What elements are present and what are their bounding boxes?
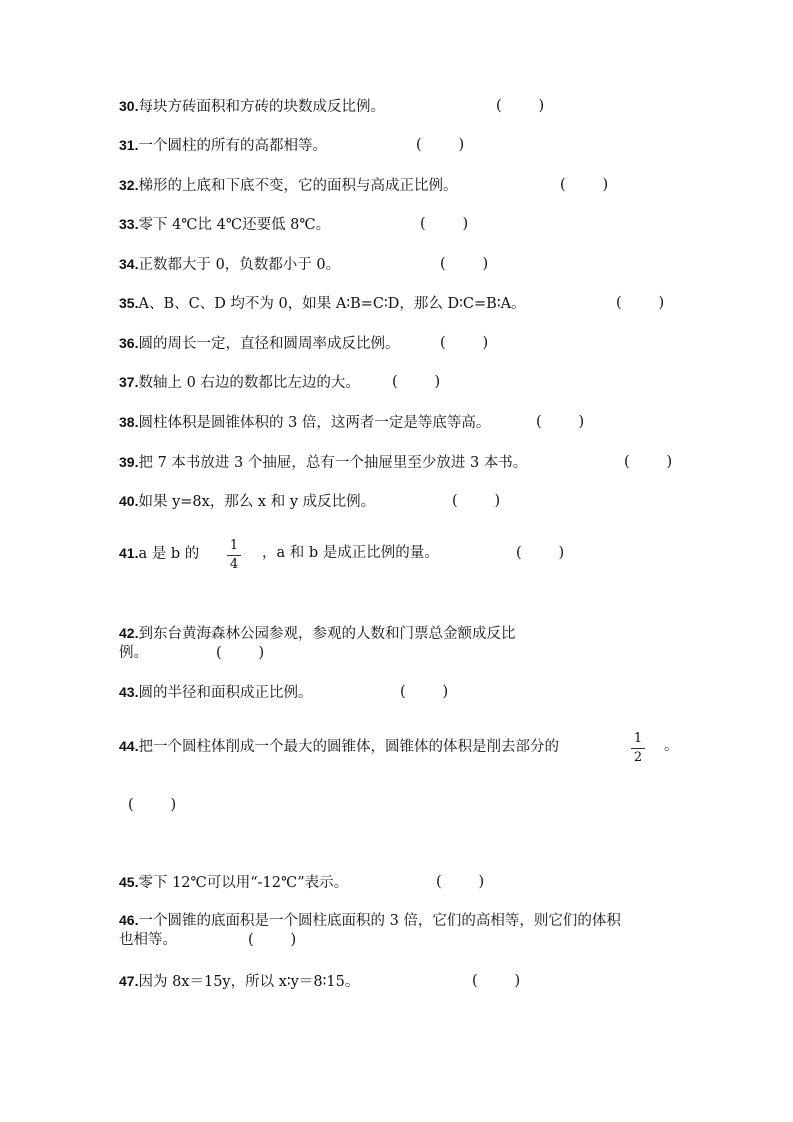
question-number: 45. — [119, 874, 139, 890]
question-34 — [119, 254, 340, 275]
question-text: 圆的周长一定，直径和圆周率成反比例。 — [138, 336, 400, 352]
fraction-numerator: 1 — [633, 731, 643, 746]
answer-blank-36[interactable]: ( ) — [440, 335, 489, 351]
question-46 — [119, 910, 621, 931]
question-text: 如果 y=8x，那么 x 和 y 成反比例。 — [138, 494, 376, 510]
question-42 — [119, 623, 515, 644]
question-number: 42. — [119, 625, 139, 641]
question-43 — [119, 682, 312, 703]
question-36 — [119, 333, 399, 354]
answer-blank-33[interactable]: ( ) — [420, 216, 469, 232]
question-30 — [119, 96, 385, 117]
answer-blank-45[interactable]: ( ) — [436, 874, 485, 890]
question-number: 33. — [119, 216, 139, 232]
question-number: 38. — [119, 414, 139, 430]
question-number: 43. — [119, 684, 139, 700]
answer-blank-39[interactable]: ( ) — [624, 454, 673, 470]
question-number: 34. — [119, 256, 139, 272]
answer-blank-47[interactable]: ( ) — [472, 973, 521, 989]
question-33 — [119, 214, 330, 235]
question-text: 一个圆柱的所有的高都相等。 — [138, 138, 327, 154]
question-41 — [119, 543, 199, 564]
question-text: 数轴上 0 右边的数都比左边的大。 — [138, 375, 360, 391]
question-text: 到东台黄海森林公园参观，参观的人数和门票总金额成反比 — [138, 626, 516, 642]
question-45 — [119, 872, 348, 893]
answer-blank-35[interactable]: ( ) — [616, 295, 665, 311]
question-number: 44. — [119, 738, 139, 754]
question-number: 35. — [119, 295, 139, 311]
answer-blank-46[interactable]: ( ) — [248, 932, 297, 948]
question-text: 梯形的上底和下底不变，它的面积与高成正比例。 — [138, 178, 458, 194]
answer-blank-38[interactable]: ( ) — [536, 414, 585, 430]
answer-blank-43[interactable]: ( ) — [400, 684, 449, 700]
fraction-denominator: 2 — [633, 750, 643, 765]
answer-blank-32[interactable]: ( ) — [560, 177, 609, 193]
question-text: 把一个圆柱体削成一个最大的圆锥体，圆锥体的体积是削去部分的 — [138, 739, 559, 755]
answer-blank-44[interactable]: ( ) — [128, 797, 177, 813]
question-number: 39. — [119, 454, 139, 470]
question-31 — [119, 135, 327, 156]
fraction-denominator: 4 — [229, 557, 239, 572]
question-text: 圆柱体积是圆锥体积的 3 倍，这两者一定是等底等高。 — [138, 415, 491, 431]
question-38 — [119, 412, 490, 433]
question-32 — [119, 175, 457, 196]
question-text: A、B、C、D 均不为 0，如果 A∶B=C∶D，那么 D∶C=B∶A。 — [138, 296, 526, 312]
answer-blank-30[interactable]: ( ) — [496, 98, 545, 114]
question-text: 每块方砖面积和方砖的块数成反比例。 — [138, 99, 385, 115]
fraction-one-quarter — [227, 538, 241, 573]
question-40 — [119, 491, 375, 512]
question-44 — [119, 736, 559, 757]
question-text: 圆的半径和面积成正比例。 — [138, 685, 313, 701]
question-41-continuation: ，a 和 b 是成正比例的量。 — [262, 545, 439, 561]
question-47 — [119, 971, 359, 992]
question-text: 一个圆锥的底面积是一个圆柱底面积的 3 倍，它们的高相等，则它们的体积 — [138, 913, 621, 929]
question-number: 37. — [119, 374, 139, 390]
question-number: 40. — [119, 493, 139, 509]
question-text: 把 7 本书放进 3 个抽屉，总有一个抽屉里至少放进 3 本书。 — [138, 455, 528, 471]
question-35 — [119, 293, 526, 314]
question-number: 46. — [119, 912, 139, 928]
question-37 — [119, 372, 360, 393]
question-number: 32. — [119, 177, 139, 193]
question-39 — [119, 452, 527, 473]
question-number: 31. — [119, 137, 139, 153]
answer-blank-34[interactable]: ( ) — [440, 256, 489, 272]
fraction-numerator: 1 — [229, 538, 239, 553]
answer-blank-37[interactable]: ( ) — [392, 374, 441, 390]
question-text: 零下 4℃比 4℃还要低 8℃。 — [138, 217, 331, 233]
question-42-line2: 例。 — [119, 645, 148, 661]
question-text: 因为 8x＝15y，所以 x∶y＝8∶15。 — [138, 974, 360, 990]
question-number: 41. — [119, 545, 139, 561]
answer-blank-41[interactable]: ( ) — [516, 545, 565, 561]
question-number: 36. — [119, 335, 139, 351]
question-text: 正数都大于 0，负数都小于 0。 — [138, 257, 341, 273]
question-number: 30. — [119, 98, 139, 114]
question-text: 零下 12℃可以用“-12℃”表示。 — [138, 875, 349, 891]
fraction-one-half — [631, 731, 645, 766]
question-44-period: 。 — [664, 738, 679, 754]
answer-blank-40[interactable]: ( ) — [452, 493, 501, 509]
answer-blank-42[interactable]: ( ) — [216, 645, 265, 661]
question-text: a 是 b 的 — [138, 546, 200, 562]
question-number: 47. — [119, 973, 139, 989]
question-46-line2: 也相等。 — [119, 932, 177, 948]
answer-blank-31[interactable]: ( ) — [416, 137, 465, 153]
